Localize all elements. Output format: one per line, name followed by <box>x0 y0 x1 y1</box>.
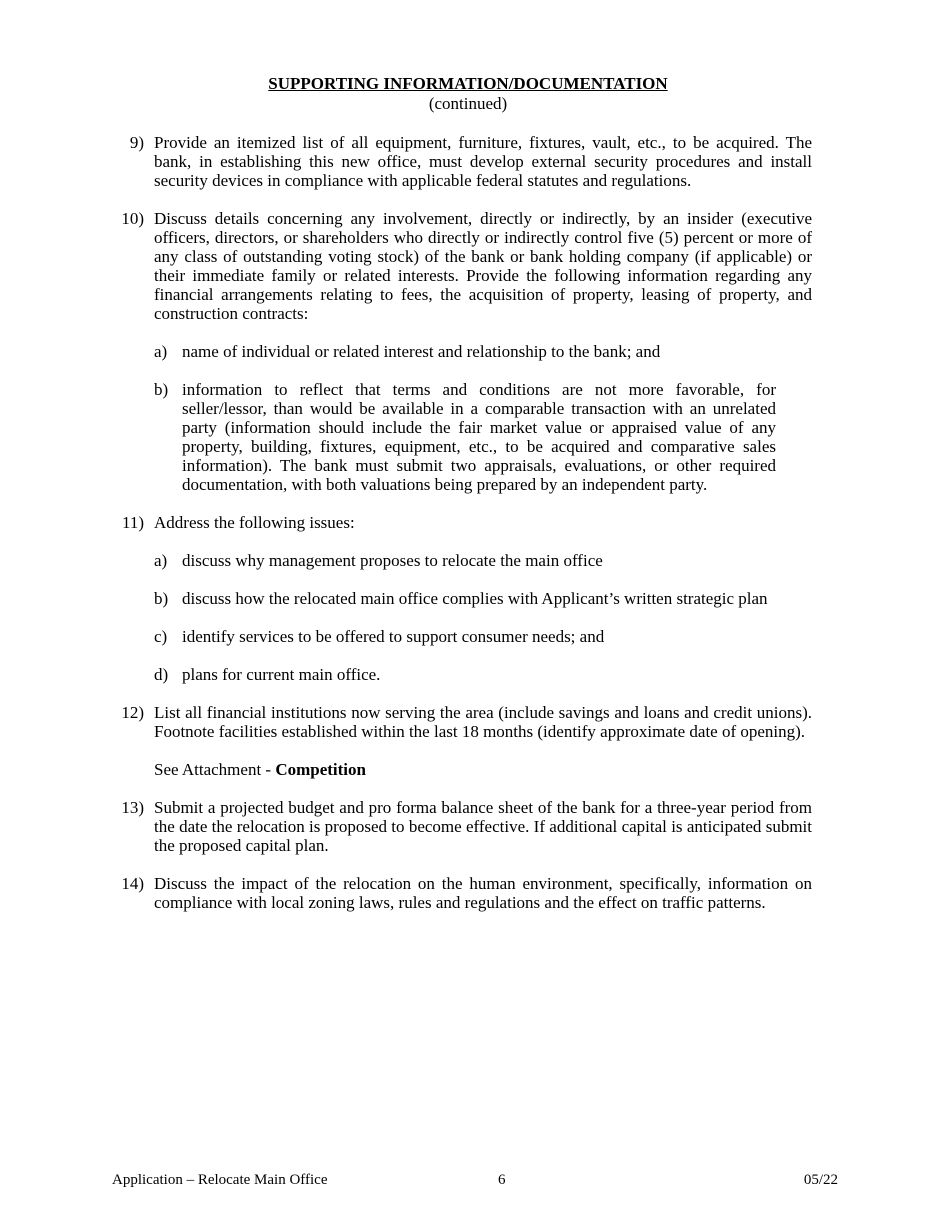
sub-item-text: discuss how the relocated main office complies with Applicant’s written strategic plan <box>182 589 768 608</box>
list-item-10 <box>112 209 812 494</box>
page-title: SUPPORTING INFORMATION/DOCUMENTATION <box>268 74 668 93</box>
list-item-14 <box>112 874 812 912</box>
item-number: 13) <box>121 798 144 817</box>
sub-list <box>154 551 776 684</box>
sub-item-b <box>154 380 776 494</box>
sub-item-d <box>154 665 776 684</box>
footer-document-title: Application – Relocate Main Office <box>112 1172 328 1188</box>
item-text: Submit a projected budget and pro forma balance sheet of the bank for a three-year period from the date the relocation is proposed to become effective. If additional capital is anticipated submit the proposed capital plan. <box>154 798 812 855</box>
list-item-9 <box>112 133 812 190</box>
page-header <box>0 74 936 113</box>
sub-item-a <box>154 342 776 361</box>
list-item-13 <box>112 798 812 855</box>
sub-item-text: discuss why management proposes to relocate the main office <box>182 551 603 570</box>
item-number: 11) <box>121 513 144 532</box>
item-text: Provide an itemized list of all equipment, furniture, fixtures, vault, etc., to be acquired. The bank, in establishing this new office, must develop external security procedures and install security devices in compliance with applicable federal statutes and regulations. <box>154 133 812 190</box>
sub-item-b <box>154 589 776 608</box>
list-item-12 <box>112 703 812 779</box>
page-footer <box>112 1171 838 1191</box>
sub-item-letter: b) <box>154 589 169 608</box>
attachment-note-prefix: See Attachment - <box>154 760 276 779</box>
footer-date: 05/22 <box>803 1172 838 1188</box>
sub-item-text: information to reflect that terms and conditions are not more favorable, for seller/lessor, than would be available in a comparable transaction with an unrelated party (information should include the fair market value or appraised value of any property, building, fixtures, equipment, etc., to be acquired and comparative sales information). The bank must submit two appraisals, evaluations, or other required documentation, with both valuations being prepared by an independent party. <box>182 380 776 494</box>
item-text: Discuss details concerning any involvement, directly or indirectly, by an insider (executive officers, directors, or shareholders who directly or indirectly control five (5) percent or more of any class of outstanding voting stock) of the bank or bank holding company (if applicable) or their immediate family or related interests. Provide the following information regarding any financial arrangements relating to fees, the acquisition of property, leasing of property, and construction contracts: <box>154 209 812 323</box>
sub-item-a <box>154 551 776 570</box>
item-text: Discuss the impact of the relocation on the human environment, specifically, information on compliance with local zoning laws, rules and regulations and the effect on traffic patterns. <box>154 874 812 912</box>
item-number: 14) <box>121 874 144 893</box>
sub-item-text: name of individual or related interest and relationship to the bank; and <box>182 342 661 361</box>
sub-item-letter: a) <box>154 551 168 570</box>
sub-item-letter: d) <box>154 665 169 684</box>
item-text: List all financial institutions now serving the area (include savings and loans and credit unions). Footnote facilities established within the last 18 months (identify approximate date of opening). <box>154 703 812 741</box>
sub-item-c <box>154 627 776 646</box>
sub-item-letter: c) <box>154 627 168 646</box>
sub-item-letter: b) <box>154 380 169 399</box>
attachment-note-title: Competition <box>275 760 366 779</box>
list-item-11 <box>112 513 812 684</box>
page-subtitle: (continued) <box>428 94 508 113</box>
item-number: 10) <box>121 209 144 228</box>
sub-item-text: plans for current main office. <box>182 665 381 684</box>
sub-item-text: identify services to be offered to support consumer needs; and <box>182 627 605 646</box>
numbered-list <box>112 133 812 931</box>
attachment-note <box>154 760 812 779</box>
sub-item-letter: a) <box>154 342 168 361</box>
item-text: Address the following issues: <box>154 513 355 532</box>
item-number: 12) <box>121 703 144 722</box>
item-number: 9) <box>129 133 144 152</box>
footer-page-number: 6 <box>498 1172 506 1188</box>
sub-list <box>154 342 776 494</box>
